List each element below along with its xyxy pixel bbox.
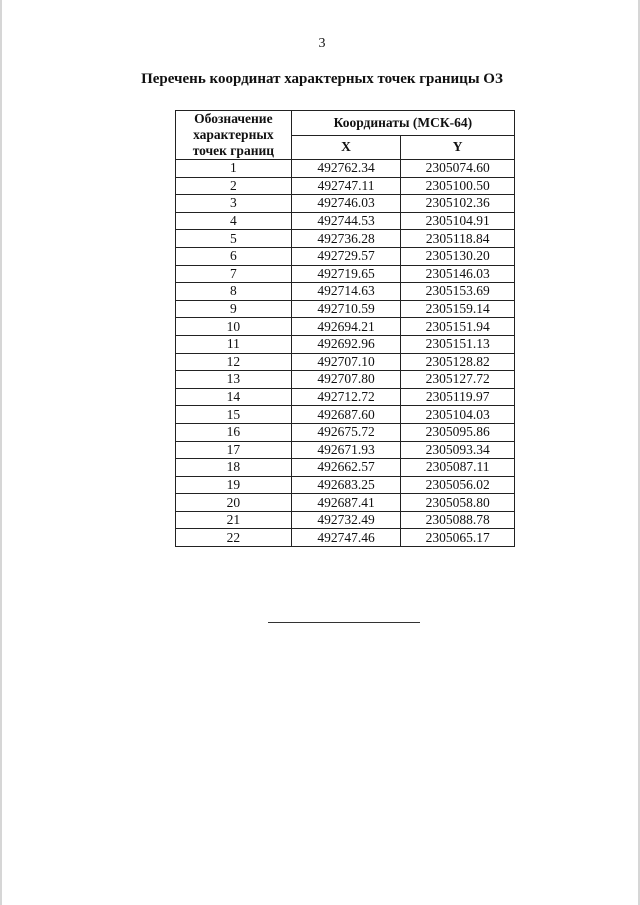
table-row <box>176 335 515 353</box>
cell-y: 2305065.17 <box>401 529 515 547</box>
table-row <box>176 247 515 265</box>
cell-y: 2305128.82 <box>401 353 515 371</box>
table-row <box>176 353 515 371</box>
cell-x: 492744.53 <box>291 212 401 230</box>
cell-y: 2305088.78 <box>401 511 515 529</box>
cell-y: 2305100.50 <box>401 177 515 195</box>
cell-x: 492687.41 <box>291 494 401 512</box>
table-header <box>176 111 515 160</box>
cell-x: 492662.57 <box>291 459 401 477</box>
cell-x: 492736.28 <box>291 230 401 248</box>
cell-point: 3 <box>176 195 292 213</box>
table-row <box>176 212 515 230</box>
cell-x: 492729.57 <box>291 247 401 265</box>
cell-y: 2305104.03 <box>401 406 515 424</box>
cell-point: 12 <box>176 353 292 371</box>
table-row <box>176 423 515 441</box>
cell-y: 2305153.69 <box>401 283 515 301</box>
cell-point: 16 <box>176 423 292 441</box>
cell-x: 492747.11 <box>291 177 401 195</box>
cell-y: 2305093.34 <box>401 441 515 459</box>
table-row <box>176 406 515 424</box>
cell-point: 22 <box>176 529 292 547</box>
table-body <box>176 160 515 547</box>
table-row <box>176 529 515 547</box>
cell-x: 492747.46 <box>291 529 401 547</box>
cell-point: 14 <box>176 388 292 406</box>
table-row <box>176 160 515 178</box>
cell-point: 4 <box>176 212 292 230</box>
cell-y: 2305074.60 <box>401 160 515 178</box>
table-row <box>176 441 515 459</box>
cell-x: 492710.59 <box>291 300 401 318</box>
cell-point: 2 <box>176 177 292 195</box>
header-coordinates: Координаты (МСК-64) <box>291 111 514 136</box>
cell-point: 1 <box>176 160 292 178</box>
cell-y: 2305118.84 <box>401 230 515 248</box>
cell-y: 2305058.80 <box>401 494 515 512</box>
cell-y: 2305146.03 <box>401 265 515 283</box>
table-row <box>176 265 515 283</box>
cell-point: 15 <box>176 406 292 424</box>
cell-x: 492671.93 <box>291 441 401 459</box>
page-number: 3 <box>318 36 326 51</box>
cell-y: 2305151.13 <box>401 335 515 353</box>
cell-x: 492762.34 <box>291 160 401 178</box>
cell-y: 2305127.72 <box>401 371 515 389</box>
cell-x: 492732.49 <box>291 511 401 529</box>
table-row <box>176 177 515 195</box>
cell-x: 492687.60 <box>291 406 401 424</box>
cell-point: 7 <box>176 265 292 283</box>
cell-point: 18 <box>176 459 292 477</box>
coordinates-table <box>175 110 515 547</box>
table-row <box>176 318 515 336</box>
cell-y: 2305056.02 <box>401 476 515 494</box>
cell-x: 492714.63 <box>291 283 401 301</box>
cell-point: 10 <box>176 318 292 336</box>
cell-point: 20 <box>176 494 292 512</box>
cell-point: 5 <box>176 230 292 248</box>
cell-point: 13 <box>176 371 292 389</box>
cell-y: 2305095.86 <box>401 423 515 441</box>
table-row <box>176 283 515 301</box>
header-point-designation: Обозначение характерных точек границ <box>176 111 292 160</box>
table-row <box>176 511 515 529</box>
cell-y: 2305102.36 <box>401 195 515 213</box>
signature-line <box>268 622 420 623</box>
table-row <box>176 476 515 494</box>
document-title: Перечень координат характерных точек границы ОЗ <box>141 71 503 87</box>
cell-y: 2305087.11 <box>401 459 515 477</box>
cell-point: 21 <box>176 511 292 529</box>
cell-point: 19 <box>176 476 292 494</box>
cell-point: 6 <box>176 247 292 265</box>
table-row <box>176 230 515 248</box>
table-row <box>176 388 515 406</box>
cell-y: 2305159.14 <box>401 300 515 318</box>
table-row <box>176 371 515 389</box>
cell-point: 8 <box>176 283 292 301</box>
cell-x: 492694.21 <box>291 318 401 336</box>
cell-x: 492712.72 <box>291 388 401 406</box>
cell-x: 492746.03 <box>291 195 401 213</box>
cell-point: 9 <box>176 300 292 318</box>
header-x: X <box>291 135 401 160</box>
cell-x: 492707.80 <box>291 371 401 389</box>
cell-point: 17 <box>176 441 292 459</box>
header-y: Y <box>401 135 515 160</box>
cell-x: 492683.25 <box>291 476 401 494</box>
cell-x: 492692.96 <box>291 335 401 353</box>
cell-y: 2305104.91 <box>401 212 515 230</box>
cell-y: 2305119.97 <box>401 388 515 406</box>
cell-y: 2305151.94 <box>401 318 515 336</box>
table-row <box>176 494 515 512</box>
table-row <box>176 195 515 213</box>
cell-point: 11 <box>176 335 292 353</box>
cell-x: 492719.65 <box>291 265 401 283</box>
table-row <box>176 300 515 318</box>
cell-x: 492675.72 <box>291 423 401 441</box>
cell-y: 2305130.20 <box>401 247 515 265</box>
table-row <box>176 459 515 477</box>
cell-x: 492707.10 <box>291 353 401 371</box>
